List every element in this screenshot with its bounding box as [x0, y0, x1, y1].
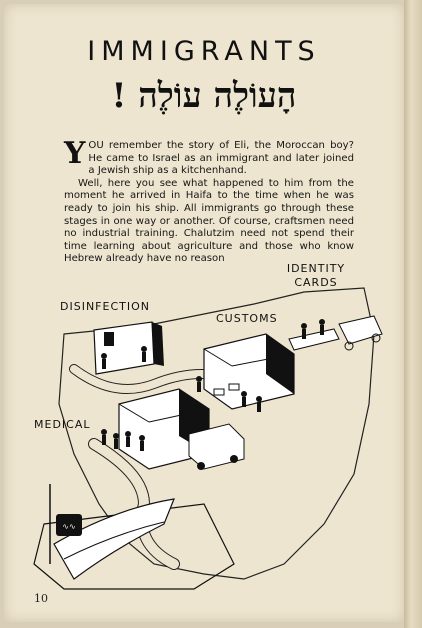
immigration-illustration	[4, 4, 404, 622]
label-disinfection: DISINFECTION	[60, 300, 150, 313]
paragraph-1: OU remember the story of Eli, the Moroccan boy? He came to Israel as an immigrant and later joined a Jewish ship as a kitchenhand.	[88, 140, 354, 177]
page-title: IMMIGRANTS	[87, 36, 321, 67]
label-customs: CUSTOMS	[216, 312, 278, 325]
drop-cap: Y	[64, 136, 86, 171]
customs-building	[204, 334, 294, 409]
luggage	[229, 384, 239, 390]
label-medical: MEDICAL	[34, 418, 91, 431]
svg-text:∿∿: ∿∿	[62, 522, 76, 531]
next-page-edge	[404, 0, 422, 628]
hebrew-title: הָעוֹלֶה עוֹלֶה !	[111, 76, 297, 116]
paragraph-2: Well, here you see what happened to him from the moment he arrived in Haifa to the time when he was ready to join his ship. All immigrants go through these stages in one way or another. Of course, craftsmen need no industrial training. Chalutzim need not spend their time learning about agriculture and those who know Hebrew already have no reason	[64, 177, 354, 265]
page-number: 10	[34, 592, 48, 605]
luggage	[214, 389, 224, 395]
book-page	[4, 4, 404, 622]
label-identity-cards: IDENTITY CARDS	[286, 262, 346, 289]
